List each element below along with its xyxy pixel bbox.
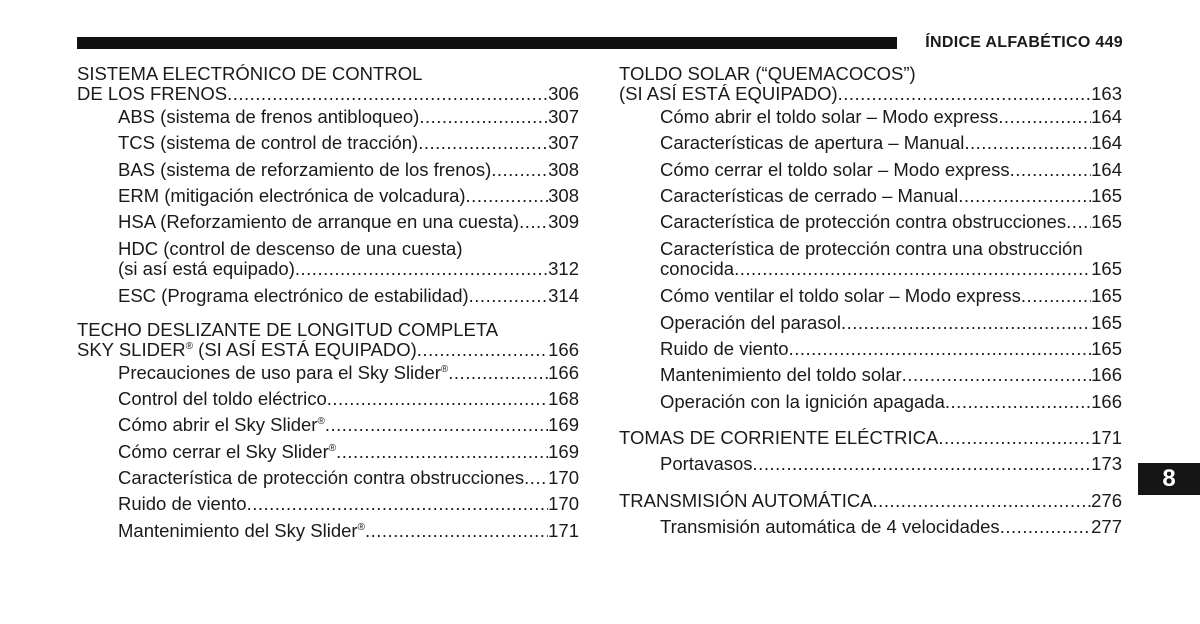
leader-dots <box>1010 157 1092 183</box>
leader-dots <box>958 183 1091 209</box>
leader-dots <box>964 130 1091 156</box>
index-entry[interactable]: Cómo cerrar el toldo solar – Modo express ..... 164 <box>619 157 1122 183</box>
leader-dots <box>336 439 548 465</box>
leader-dots <box>466 183 549 209</box>
page-number: 169 <box>548 414 579 436</box>
index-entry[interactable]: Mantenimiento del toldo solar ..... 166 <box>619 362 1122 388</box>
page-number: 165 <box>1091 211 1122 233</box>
leader-dots <box>295 259 548 279</box>
index-entry[interactable]: Características de cerrado – Manual ..... 165 <box>619 183 1122 209</box>
leader-dots <box>873 488 1092 514</box>
page-number: 170 <box>548 493 579 515</box>
leader-dots <box>753 451 1092 477</box>
index-entry[interactable]: conocida ..... 165 <box>619 259 1122 279</box>
index-entry[interactable]: BAS (sistema de reforzamiento de los frenos) ..... 308 <box>77 157 579 183</box>
leader-dots <box>469 283 548 309</box>
index-entry[interactable]: Características de apertura – Manual ..... 164 <box>619 130 1122 156</box>
index-entry-line: HDC (control de descenso de una cuesta) <box>118 239 463 260</box>
index-heading-entry[interactable]: TRANSMISIÓN AUTOMÁTICA ..... 276 <box>619 488 1122 514</box>
header-rule <box>77 37 897 49</box>
leader-dots <box>524 465 548 491</box>
leader-dots <box>418 130 548 156</box>
index-entry[interactable]: Ruido de viento ..... 170 <box>77 491 579 517</box>
leader-dots <box>519 209 548 235</box>
page-number: 314 <box>548 285 579 307</box>
page-number: 164 <box>1091 106 1122 127</box>
leader-dots <box>419 104 548 130</box>
index-entry[interactable]: Mantenimiento del Sky Slider® ..... 171 <box>77 518 579 544</box>
index-column-right <box>619 64 1122 540</box>
leader-dots <box>491 157 548 183</box>
page-number: 308 <box>548 158 579 180</box>
page-number: 170 <box>548 466 579 488</box>
chapter-tab: 8 <box>1138 463 1200 495</box>
index-entry[interactable]: Cómo ventilar el toldo solar – Modo express ..... 165 <box>619 283 1122 309</box>
index-entry[interactable]: Cómo abrir el toldo solar – Modo express ..... 164 <box>619 104 1122 130</box>
index-entry[interactable]: Operación con la ignición apagada ..... 166 <box>619 389 1122 415</box>
index-heading-line: TECHO DESLIZANTE DE LONGITUD COMPLETA <box>77 319 499 340</box>
page-number: 276 <box>1091 489 1122 511</box>
leader-dots <box>1021 283 1091 309</box>
page-number: 309 <box>548 211 579 233</box>
page-number: 165 <box>1091 259 1122 280</box>
page-number: 165 <box>1091 184 1122 206</box>
index-entry[interactable]: ABS (sistema de frenos antibloqueo) ..... 307 <box>77 104 579 130</box>
page-number: 165 <box>1091 338 1122 360</box>
page-number: 166 <box>548 361 579 383</box>
leader-dots <box>448 360 548 386</box>
index-entry[interactable]: Transmisión automática de 4 velocidades ..... 277 <box>619 514 1122 540</box>
index-heading-line: TOLDO SOLAR (“QUEMACOCOS”) <box>619 64 916 84</box>
leader-dots <box>247 491 549 517</box>
leader-dots <box>789 336 1092 362</box>
page-number: 166 <box>1091 390 1122 412</box>
page-number: 171 <box>1091 426 1122 448</box>
index-entry[interactable]: (si así está equipado) ..... 312 <box>77 259 579 279</box>
leader-dots <box>227 84 548 104</box>
leader-dots <box>734 259 1091 279</box>
page-number: 165 <box>1091 285 1122 307</box>
index-entry[interactable]: Precauciones de uso para el Sky Slider® ..... 166 <box>77 360 579 386</box>
page-header-title: ÍNDICE ALFABÉTICO 449 <box>925 34 1123 51</box>
index-entry[interactable]: TCS (sistema de control de tracción) ..... 307 <box>77 130 579 156</box>
leader-dots <box>841 310 1091 336</box>
page-number: 171 <box>548 519 579 541</box>
index-entry[interactable]: ESC (Programa electrónico de estabilidad) ..... 314 <box>77 283 579 309</box>
leader-dots <box>838 84 1092 104</box>
index-column-left <box>77 64 579 544</box>
page-number: 173 <box>1091 453 1122 475</box>
page-number: 307 <box>548 132 579 154</box>
page-number: 308 <box>548 184 579 206</box>
leader-dots <box>998 104 1091 130</box>
index-entry[interactable]: Portavasos ..... 173 <box>619 451 1122 477</box>
page-number: 307 <box>548 106 579 127</box>
leader-dots <box>325 412 548 438</box>
index-entry-line: Característica de protección contra una obstrucción <box>660 239 1083 260</box>
leader-dots <box>945 389 1091 415</box>
page-number: 312 <box>548 259 579 280</box>
leader-dots <box>938 425 1091 451</box>
index-entry[interactable]: Característica de protección contra obstrucciones ..... 165 <box>619 209 1122 235</box>
index-entry[interactable]: HSA (Reforzamiento de arranque en una cuesta) ..... 309 <box>77 209 579 235</box>
page-number: 306 <box>548 84 579 104</box>
index-entry[interactable]: Cómo abrir el Sky Slider® ..... 169 <box>77 412 579 438</box>
page-number: 169 <box>548 440 579 462</box>
page-number: 166 <box>1091 364 1122 386</box>
page-number: 168 <box>548 388 579 410</box>
page-number: 165 <box>1091 311 1122 333</box>
page-number: 164 <box>1091 132 1122 154</box>
page-number: 163 <box>1091 84 1122 104</box>
leader-dots <box>327 386 548 412</box>
index-entry[interactable]: Ruido de viento ..... 165 <box>619 336 1122 362</box>
leader-dots <box>417 340 548 360</box>
index-entry[interactable]: Característica de protección contra obstrucciones ..... 170 <box>77 465 579 491</box>
index-heading-entry[interactable]: (SI ASÍ ESTÁ EQUIPADO) ..... 163 <box>619 84 1122 104</box>
leader-dots <box>1066 209 1091 235</box>
index-heading-line: SISTEMA ELECTRÓNICO DE CONTROL <box>77 64 423 84</box>
page-number: 164 <box>1091 158 1122 180</box>
leader-dots <box>1000 514 1091 540</box>
page-number: 277 <box>1091 515 1122 537</box>
index-entry[interactable]: Cómo cerrar el Sky Slider® ..... 169 <box>77 439 579 465</box>
index-entry[interactable]: Operación del parasol ..... 165 <box>619 310 1122 336</box>
index-heading-entry[interactable]: DE LOS FRENOS ..... 306 <box>77 84 579 104</box>
page-number: 166 <box>548 339 579 360</box>
leader-dots <box>902 362 1091 388</box>
index-heading-entry[interactable]: TOMAS DE CORRIENTE ELÉCTRICA ..... 171 <box>619 425 1122 451</box>
index-entry[interactable]: ERM (mitigación electrónica de volcadura) ..... 308 <box>77 183 579 209</box>
index-heading-entry[interactable]: SKY SLIDER® (SI ASÍ ESTÁ EQUIPADO) ..... 166 <box>77 340 579 360</box>
leader-dots <box>365 518 548 544</box>
index-entry[interactable]: Control del toldo eléctrico ..... 168 <box>77 386 579 412</box>
